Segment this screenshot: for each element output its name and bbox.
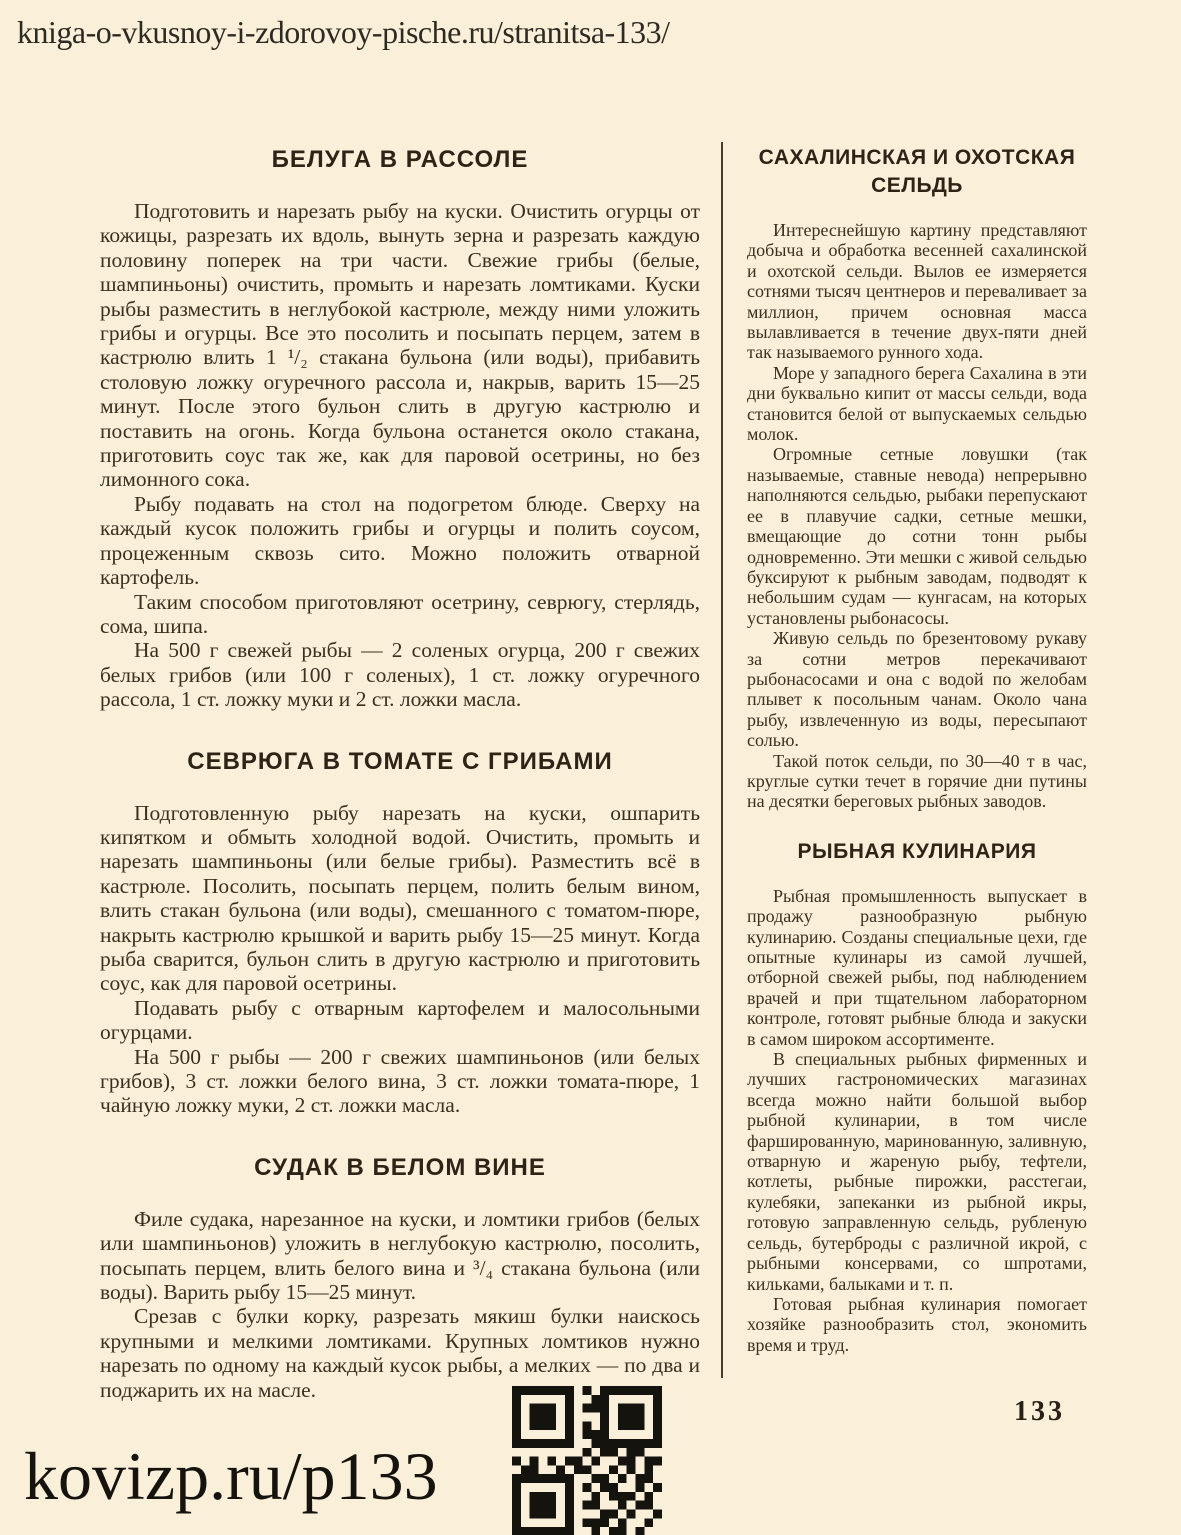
qr-code-icon <box>512 1386 662 1535</box>
recipe-paragraph: Подготовленную рыбу нарезать на куски, ошпарить кипятком и обмыть холодной водой. Очистить, промыть и нарезать шампиньоны (или белые грибы). Разместить всё в кастрюле. Посолить, посыпать перцем, полить белым вином, влить стакан бульона (или воды), смешанного с томатом-пюре, накрыть кастрюлю крышкой и варить рыбу 15—25 минут. Когда рыба сварится, бульон слить в другую кастрюлю и приготовить соус, как для паровой осетрины. <box>100 800 700 996</box>
source-url: kniga-o-vkusnoy-i-zdorovoy-pische.ru/stranitsa-133/ <box>17 14 670 50</box>
recipe-paragraph: Филе судака, нарезанное на куски, и ломтики грибов (белых или шампиньонов) уложить в неглубокую кастрюлю, посолить, посыпать перцем, влить белого вина и ³/₄ стакана бульона (или воды). Варить рыбу 15—25 минут. <box>100 1206 700 1305</box>
recipe-title-sevruga: СЕВРЮГА В ТОМАТЕ С ГРИБАМИ <box>187 747 613 775</box>
article-paragraph: Рыбная промышленность выпускает в продажу разнообразную рыбную кулинарию. Созданы специальные цехи, где опытные кулинары из самой лучшей, отборной свежей рыбы, под наблюдением врачей и при тщательном лабораторном контроле, готовят рыбные блюда и закуски в самом широком ассортименте. <box>747 885 1087 1049</box>
column-divider <box>721 142 723 1378</box>
article-title-fish-cuisine: РЫБНАЯ КУЛИНАРИЯ <box>797 839 1037 863</box>
recipe-ingredients: На 500 г свежей рыбы — 2 соленых огурца, 200 г свежих белых грибов (или 100 г соленых), 1 ст. ложку огуречного рассола, 1 ст. ложку муки и 2 ст. ложки масла. <box>100 638 700 712</box>
article-paragraph: В специальных рыбных фирменных и лучших гастрономических магазинах всегда можно найти большой выбор рыбной кулинарии, в том числе фаршированную, маринованную, заливную, отварную и жареную рыбу, тефтели, котлеты, рыбные пирожки, расстегаи, кулебяки, запеканки из рыбной икры, готовую заправленную сельдь, рубленую сельдь, бутерброды с различной икрой, с рыбными консервами, со шпротами, кильками, балыками и т. п. <box>747 1049 1087 1294</box>
article-paragraph: Готовая рыбная кулинария помогает хозяйке разнообразить стол, экономить время и труд. <box>747 1293 1087 1355</box>
left-column <box>100 140 700 1402</box>
article-paragraph: Огромные сетные ловушки (так называемые, ставные невода) непрерывно наполняются сельдью, рыбаки перепускают ее в плавучие садки, сетные мешки, вмещающие до сотни тонн рыбы одновременно. Эти мешки с живой сельдью буксируют к рыбным заводам, подводят к небольшим судам — кунгасам, на которых установлены рыбонасосы. <box>747 444 1087 628</box>
recipe-paragraph: Подготовить и нарезать рыбу на куски. Очистить огурцы от кожицы, разрезать их вдоль, вынуть зерна и разрезать каждую половину поперек на три части. Свежие грибы (белые, шампиньоны) очистить, промыть и нарезать ломтиками. Куски рыбы разместить в неглубокой кастрюле, между ними уложить грибы и огурцы. Все это посолить и посыпать перцем, затем в кастрюлю влить 1 ¹/₂ стакана бульона (или воды), прибавить столовую ложку огуречного рассола и, накрыв, варить 15—25 минут. После этого бульон слить в другую кастрюлю и поставить на огонь. Когда бульона останется около стакана, приготовить соус так же, как для паровой осетрины, но без лимонного сока. <box>100 199 700 492</box>
article-paragraph: Живую сельдь по брезентовому рукаву за сотни метров перекачивают рыбонасосами и она с водой по желобам плывет к посольным чанам. Около чана рыбу, извлеченную из воды, пересыпают солью. <box>747 628 1087 751</box>
recipe-ingredients: На 500 г рыбы — 200 г свежих шампиньонов (или белых грибов), 3 ст. ложки белого вина, 3 ст. ложки томата-пюре, 1 чайную ложку муки, 2 ст. ложки масла. <box>100 1044 700 1118</box>
page-number: 133 <box>1014 1396 1065 1427</box>
recipe-title-beluga: БЕЛУГА В РАССОЛЕ <box>271 146 529 173</box>
article-paragraph: Море у западного берега Сахалина в эти дни буквально кипит от массы сельди, вода становится белой от выпускаемых сельдью молок. <box>747 362 1087 445</box>
recipe-paragraph: Срезав с булки корку, разрезать мякиш булки наискось крупными и мелкими ломтиками. Крупных ломтиков нужно нарезать по одному на каждый кусок рыбы, а мелких — по два и поджарить их на масле. <box>100 1304 700 1402</box>
recipe-paragraph: Рыбу подавать на стол на подогретом блюде. Сверху на каждый кусок положить грибы и огурцы и полить соусом, процеженным сквозь сито. Можно положить отварной картофель. <box>100 491 700 590</box>
article-paragraph: Интереснейшую картину представляют добыча и обработка весенней сахалинской и охотской сельди. Вылов ее измеряется сотнями тысяч центнеров и переваливает за миллион, причем основная масса вылавливается в течение двух-пяти дней так называемого рунного хода. <box>747 220 1087 363</box>
short-link: kovizp.ru/p133 <box>24 1438 438 1514</box>
recipe-paragraph: Таким способом приготовляют осетрину, севрюгу, стерлядь, сома, шипа. <box>100 589 700 638</box>
article-paragraph: Такой поток сельди, по 30—40 т в час, круглые сутки течет в горячие дни путины на десятки береговых рыбных заводов. <box>747 750 1087 812</box>
article-title-herring: САХАЛИНСКАЯ И ОХОТСКАЯ СЕЛЬДЬ <box>758 146 1076 197</box>
recipe-title-sudak: СУДАК В БЕЛОМ ВИНЕ <box>254 1153 546 1181</box>
recipe-paragraph: Подавать рыбу с отварным картофелем и малосольными огурцами. <box>100 995 700 1045</box>
right-column <box>747 140 1087 1355</box>
